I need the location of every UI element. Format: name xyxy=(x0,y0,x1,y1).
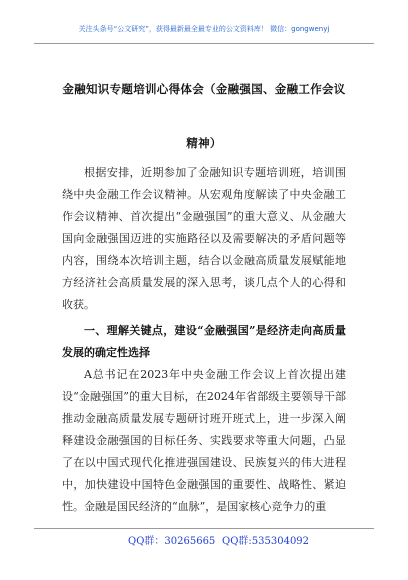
document-title: 金融知识专题培训心得体会（金融强国、金融工作会议精神） xyxy=(62,82,346,150)
section-heading: 一、理解关键点，建设“金融强国”是经济走向高质量发展的确定性选择 xyxy=(62,324,346,359)
header-divider xyxy=(34,43,374,44)
section-paragraph: A总书记在2023年中央金融工作会议上首次提出建设“金融强国”的重大目标，在2024年省部级主要领导干部推动金融高质量发展专题研讨班开班式上，进一步深入阐释建设金融强国的目标任务、实践要求等重大问题，凸显了在以中国式现代化推进强国建设、民族复兴的伟大进程中，加快建设中国特色金融强国的重要性、战略性、紧迫性。金融是国民经济的“血脉”，是国家核心竞争力的重 xyxy=(62,368,346,513)
footer-qq-group-left: QQ群：30265665 xyxy=(128,536,216,547)
footer-qq-group-right: QQ群:535304092 xyxy=(222,536,310,547)
intro-paragraph: 根据安排，近期参加了金融知识专题培训班，培训围绕中央金融工作会议精神。从宏观角度解读了中央金融工作会议精神、首次提出“金融强国”的重大意义、从金融大国向金融强国迈进的实施路径以及需要解决的矛盾问题等内容，围绕本次培训主题，结合以金融高质量发展赋能地方经济社会高质量发展的深入思考，谈几点个人的心得和收获。 xyxy=(62,166,346,311)
footer-divider xyxy=(34,528,374,529)
header-banner: 关注头条号“公文研究”，获得最新最全最专业的公文资料库！ 微信：gongwenyj xyxy=(78,25,330,33)
